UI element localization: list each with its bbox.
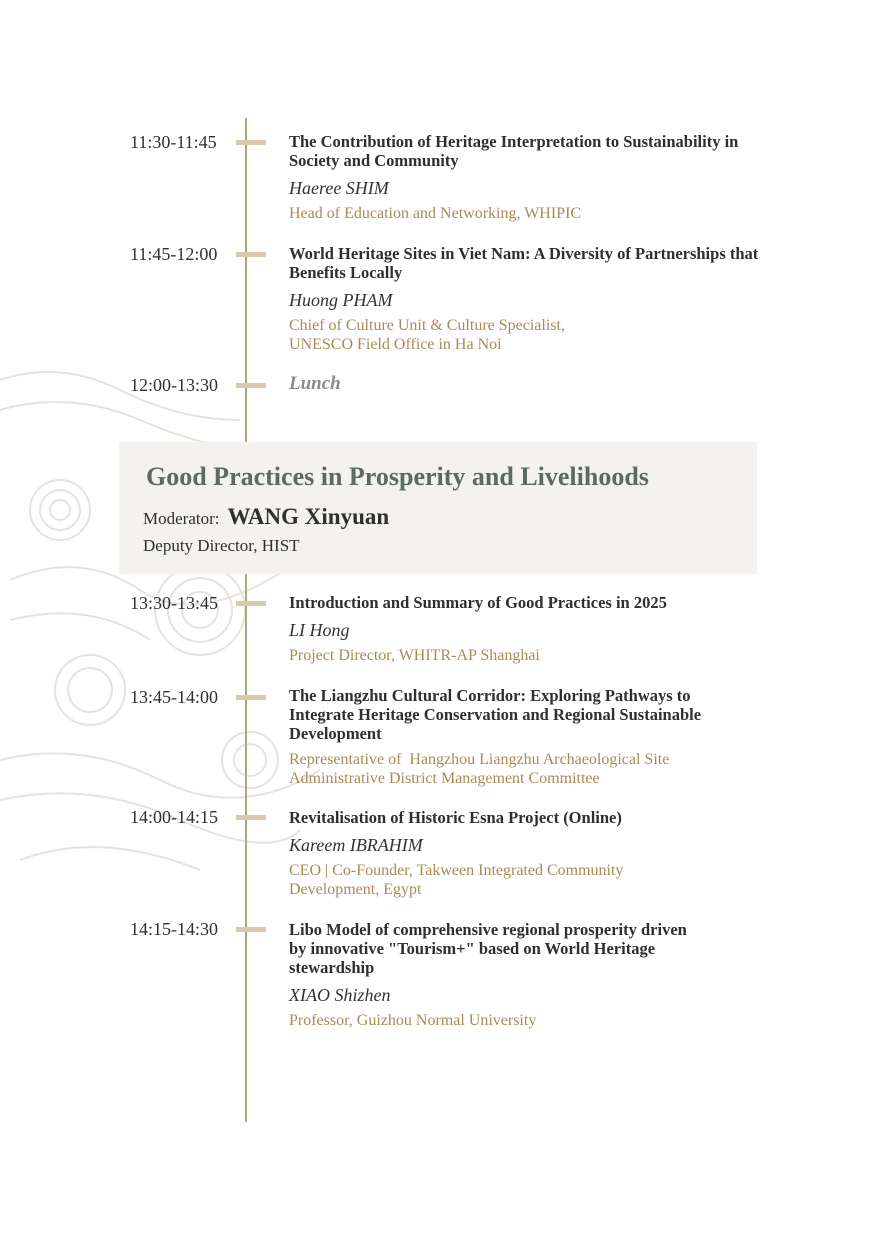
session-entry: [289, 593, 759, 666]
speaker-role: Representative of Hangzhou Liangzhu Archaeological Site Administrative District Management Committee: [289, 751, 670, 787]
timeline-line: [245, 118, 247, 1122]
speaker-name: Kareem IBRAHIM: [289, 835, 423, 855]
lunch-time: 12:00-13:30: [130, 375, 218, 395]
speaker-name: Haeree SHIM: [289, 178, 389, 198]
session-time: 13:45-14:00: [130, 687, 218, 707]
moderator-role: Deputy Director, HIST: [143, 536, 300, 555]
session-time: 11:45-12:00: [130, 244, 218, 264]
session-entry: [289, 244, 759, 354]
section-title: Good Practices in Prosperity and Livelihoods: [146, 462, 649, 491]
session-title: Introduction and Summary of Good Practices in 2025: [289, 593, 667, 612]
timeline-tick: [236, 252, 266, 257]
speaker-role: Professor, Guizhou Normal University: [289, 1012, 537, 1029]
speaker-role: Chief of Culture Unit & Culture Specialist, UNESCO Field Office in Ha Noi: [289, 317, 565, 353]
speaker-role: Project Director, WHITR-AP Shanghai: [289, 647, 540, 664]
moderator-name: WANG Xinyuan: [227, 504, 390, 529]
timeline-tick: [236, 601, 266, 606]
session-title: The Contribution of Heritage Interpretation to Sustainability in Society and Community: [289, 132, 739, 170]
speaker-name: XIAO Shizhen: [289, 985, 391, 1005]
session-time: 14:00-14:15: [130, 807, 218, 827]
speaker-role: Head of Education and Networking, WHIPIC: [289, 205, 582, 222]
session-time: 13:30-13:45: [130, 593, 218, 613]
timeline-tick: [236, 927, 266, 932]
session-title: World Heritage Sites in Viet Nam: A Diversity of Partnerships that Benefits Locally: [289, 244, 759, 282]
speaker-role: CEO | Co-Founder, Takween Integrated Community Development, Egypt: [289, 862, 624, 898]
speaker-name: LI Hong: [289, 620, 350, 640]
moderator-label: Moderator:: [143, 509, 220, 528]
session-entry: [289, 808, 759, 899]
speaker-name: Huong PHAM: [289, 290, 393, 310]
session-time: 11:30-11:45: [130, 132, 217, 152]
session-entry: [289, 686, 759, 788]
timeline-tick: [236, 695, 266, 700]
timeline-tick: [236, 815, 266, 820]
session-entry: [289, 920, 759, 1031]
moderator-row: [143, 504, 389, 530]
timeline-tick: [236, 140, 266, 145]
timeline-tick: [236, 383, 266, 388]
session-title: Revitalisation of Historic Esna Project (Online): [289, 808, 622, 827]
section-header-block: [119, 442, 757, 574]
session-title: Libo Model of comprehensive regional prosperity driven by innovative "Tourism+" based on World Heritage stewardship: [289, 920, 687, 977]
session-title: The Liangzhu Cultural Corridor: Exploring Pathways to Integrate Heritage Conservation and Regional Sustainable Development: [289, 686, 702, 743]
session-time: 14:15-14:30: [130, 919, 218, 939]
lunch-label: Lunch: [289, 373, 341, 394]
session-entry: [289, 132, 759, 224]
